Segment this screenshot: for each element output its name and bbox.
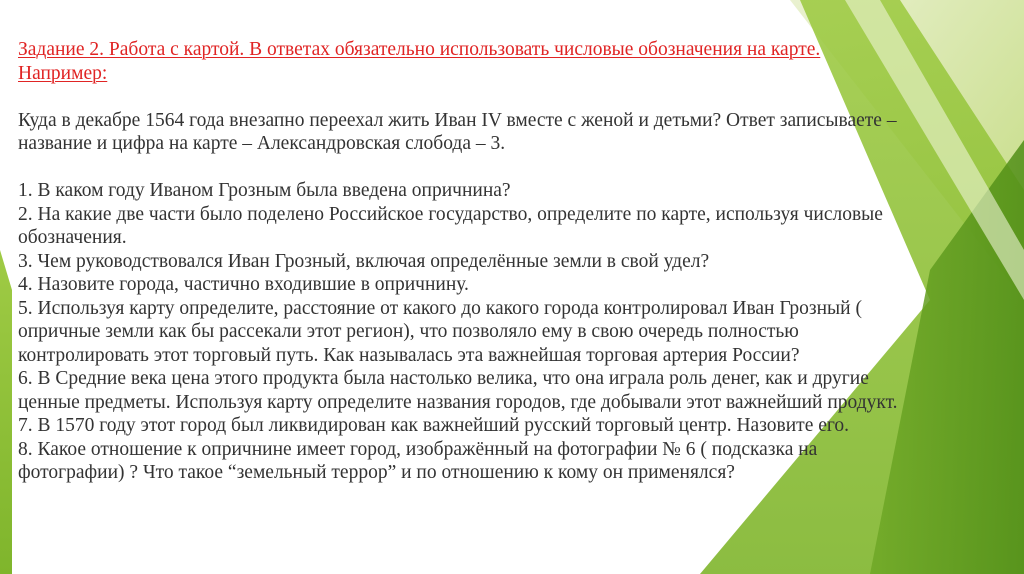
task-heading-line-1: Задание 2. Работа с картой. В ответах обязательно использовать числовые обозначения на карте.: [18, 39, 821, 60]
question-7: 7. В 1570 году этот город был ликвидирован как важнейший русский торговый центр. Назовите его.: [18, 415, 850, 436]
question-3: 3. Чем руководствовался Иван Грозный, включая определённые земли в свой удел?: [18, 250, 710, 272]
question-6-line-1: 6. В Средние века цена этого продукта была настолько велика, что она играла роль денег, как и другие: [18, 368, 869, 389]
question-5-line-3: контролировать этот торговый путь. Как называлась эта важнейшая торговая артерия России?: [18, 344, 800, 366]
question-1: 1. В каком году Иваном Грозным была введена опричнина?: [18, 180, 511, 201]
question-4: 4. Назовите города, частично входившие в опричнину.: [18, 274, 469, 295]
example-line-1: Куда в декабре 1564 года внезапно переехал жить Иван IV вместе с женой и детьми? Ответ записываете –: [18, 109, 897, 131]
task-heading-line-2: Например:: [18, 62, 108, 84]
slide-content: [18, 38, 1008, 485]
question-8-line-2: фотографии) ? Что такое “земельный террор” и по отношению к кому он применялся?: [18, 462, 735, 483]
question-8-line-1: 8. Какое отношение к опричнине имеет город, изображённый на фотографии № 6 ( подсказка на: [18, 438, 818, 460]
question-6-line-2: ценные предметы. Используя карту определите названия городов, где добывали этот важнейший продукт.: [18, 391, 898, 413]
spacer: [18, 156, 1008, 180]
example-line-2: название и цифра на карте – Александровская слобода – 3.: [18, 133, 506, 154]
question-2-line-2: обозначения.: [18, 227, 127, 248]
green-shape-left: [0, 250, 12, 574]
question-5-line-1: 5. Используя карту определите, расстояние от какого до какого города контролировал Иван Грозный (: [18, 297, 862, 319]
question-5-line-2: опричные земли как бы рассекали этот регион), что позволяло ему в свою очередь полностью: [18, 321, 799, 342]
question-2-line-1: 2. На какие две части было поделено Российское государство, определите по карте, используя числовые: [18, 203, 883, 225]
spacer: [18, 85, 1008, 109]
